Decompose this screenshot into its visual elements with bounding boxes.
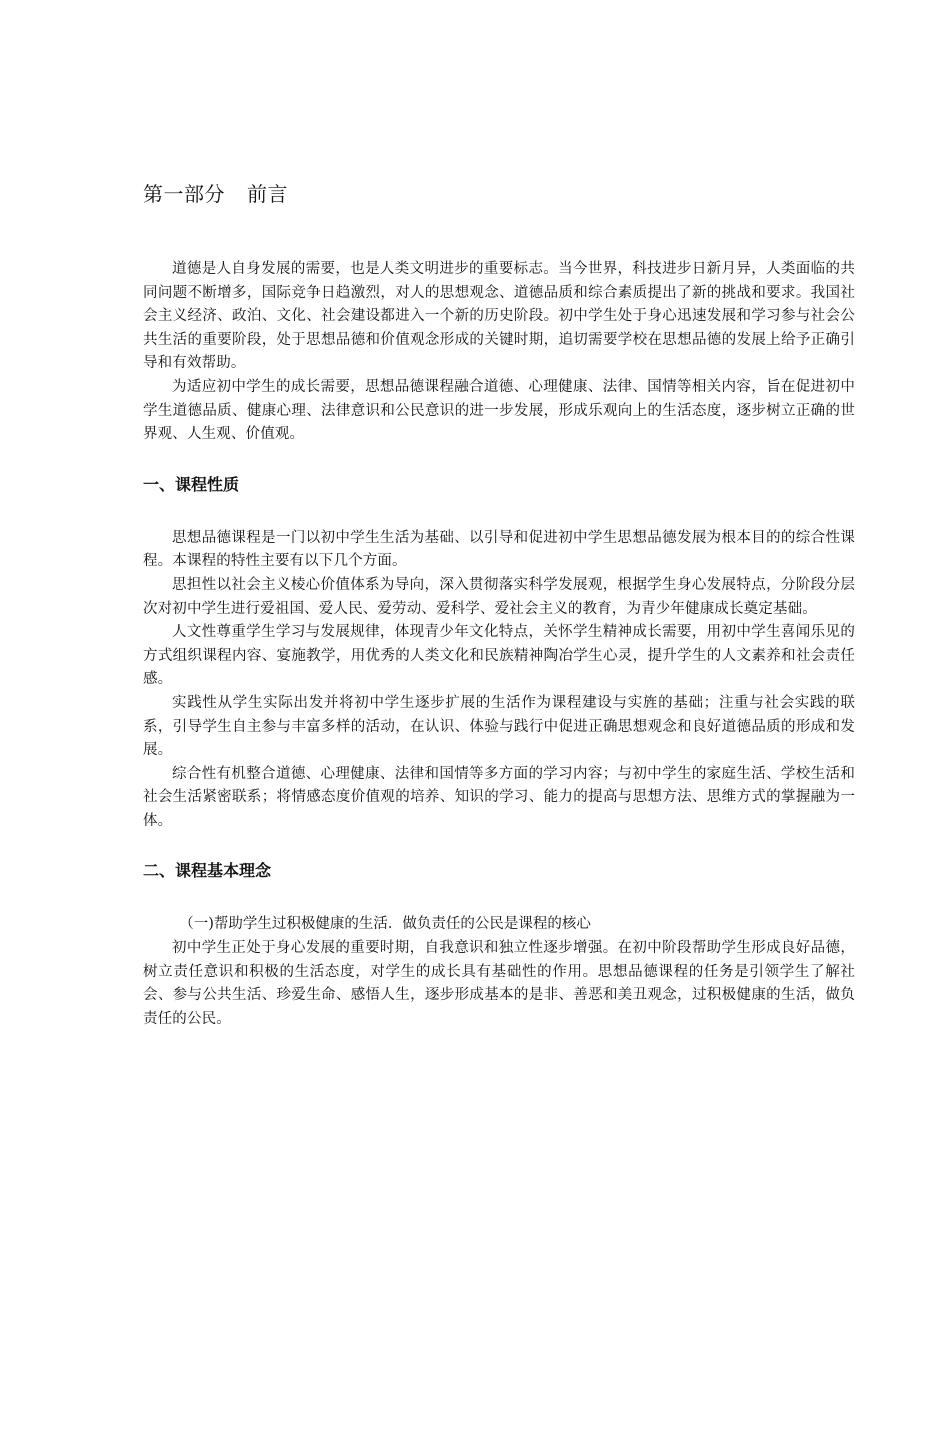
intro-block (143, 258, 855, 447)
course-nature-paragraph: 人文性尊重学生学习与发展规律，体现青少年文化特点，关怀学生精神成长需要，用初中学生喜闻乐见的方式组织课程内容、宴施教学，用优秀的人类文化和民族精神陶冶学生心灵，提升学生的人文素养和社会责任感。 (143, 624, 855, 688)
section-heading-course-nature: 一、课程性质 (143, 474, 240, 494)
document-page (143, 178, 855, 1031)
basic-concepts-block (143, 913, 855, 1031)
course-nature-paragraph: 思想品德课程是一门以初中学生生活为基础、以引导和促进初中学生思想品德发展为根本目的的综合性课程。本课程的特性主要有以下几个方面。 (143, 529, 855, 570)
basic-concepts-paragraph: 初中学生正处于身心发展的重要时期，自我意识和独立性逐步增强。在初中阶段帮助学生形成良好品德，树立责任意识和积极的生活态度，对学生的成长具有基础性的作用。思想品德课程的任务是引领学生了解社会、参与公共生活、珍爱生命、感悟人生，逐步形成基本的是非、善恶和美丑观念，过积极健康的生活，做负责任的公民。 (143, 940, 855, 1027)
basic-concepts-subheading: （一)帮助学生过积极健康的生活．做负责任的公民是课程的核心 (179, 916, 591, 933)
part-title-text: 前言 (247, 182, 288, 206)
course-nature-paragraph: 思担性以社会主义棱心价值体系为导向，深入贯彻落实科学发展观，根据学生身心发展特点，分阶段分层次对初中学生进行爱祖国、爱人民、爱劳动、爱科学、爱社会主义的教育，为青少年健康成长奠定基础。 (143, 576, 855, 617)
course-nature-paragraph: 实践性从学生实际出发并将初中学生逐步扩展的生活作为课程建设与实旌的基础；注重与社会实践的联系，引导学生自主参与丰富多样的活动，在认识、体验与践行中促进正确思想观念和良好道德品质的形成和发展。 (143, 694, 855, 759)
course-nature-block (143, 527, 855, 834)
intro-paragraph: 道德是人自身发展的需要，也是人类文明进步的重要标志。当今世界，科技进步日新月异，人类面临的共同问题不断增多，国际竞争日趋激烈，对人的思想观念、道德品质和综合素质提出了新的挑战和要求。我国社会主义经济、政泊、文化、社会建设都进入一个新的历史阶段。初中学生处于身心迅速发展和学习参与社会公共生活的重要阶段，处于思想品德和价值观念形成的关键时期，追切需要学校在思想品德的发展上给予正确引导和有效帮助。 (143, 261, 855, 372)
course-nature-paragraph: 综合性有机整合道德、心理健康、法律和国情等多方面的学习内容；与初中学生的家庭生活、学校生活和社会生活紧密联系；将情感态度价值观的培养、知识的学习、能力的提高与思想方法、思维方式的掌握融为一体。 (143, 765, 855, 829)
part-number-label: 第一部分 (143, 182, 225, 206)
part-title (143, 178, 855, 210)
intro-paragraph: 为适应初中学生的成长需要，思想品德课程融合道德、心理健康、法律、国情等相关内容，旨在促进初中学生道德品质、健康心理、法律意识和公民意识的进一步发展，形成乐观向上的生活态度，逐步树立正确的世界观、人生观、价值观。 (143, 378, 855, 443)
section-heading-basic-concepts: 二、课程基本理念 (143, 861, 272, 881)
